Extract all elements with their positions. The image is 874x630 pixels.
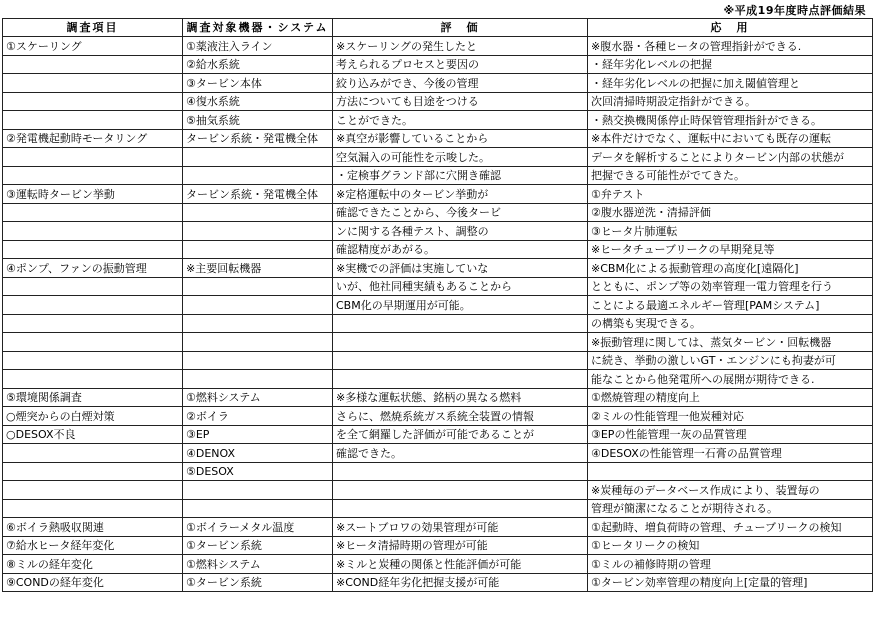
item-cell <box>3 463 183 481</box>
evaluation-cell: ンに関する各種テスト、調整の <box>333 222 588 241</box>
application-cell: ③ヒータ片肺運転 <box>588 222 873 241</box>
item-cell: ⑤環境関係調査 <box>3 389 183 407</box>
application-cell: ①タービン効率管理の精度向上[定量的管理] <box>588 574 873 592</box>
item-cell <box>3 204 183 222</box>
application-cell: 管理が簡潔になることが期待される。 <box>588 500 873 518</box>
target-cell <box>183 241 333 259</box>
evaluation-cell <box>333 463 588 481</box>
application-cell: に続き、挙動の激しいGT・エンジンにも拘妻が可 <box>588 352 873 370</box>
table-row <box>3 56 873 74</box>
application-cell: ③EPの性能管理一灰の品質管理 <box>588 426 873 444</box>
table-row <box>3 241 873 259</box>
target-cell <box>183 315 333 333</box>
target-cell: ②給水系統 <box>183 56 333 74</box>
evaluation-cell: いが、他社同種実績もあることから <box>333 278 588 296</box>
item-cell <box>3 278 183 296</box>
evaluation-cell: 確認精度があがる。 <box>333 241 588 259</box>
target-cell <box>183 148 333 167</box>
evaluation-date-note: ※平成19年度時点評価結果 <box>723 4 866 17</box>
table-row <box>3 222 873 241</box>
application-cell: ※炭種毎のデータベース作成により、装置毎の <box>588 481 873 500</box>
evaluation-cell: ※スケーリングの発生したと <box>333 37 588 56</box>
application-cell: とともに、ポンプ等の効率管理一電力管理を行う <box>588 278 873 296</box>
target-cell: ①薬液注入ライン <box>183 37 333 56</box>
table-row <box>3 370 873 389</box>
application-cell: ①燃焼管理の精度向上 <box>588 389 873 407</box>
application-cell: ・経年劣化レベルの把握 <box>588 56 873 74</box>
evaluation-cell <box>333 370 588 389</box>
table-row <box>3 352 873 370</box>
application-cell: ・経年劣化レベルの把握に加え閾値管理と <box>588 74 873 93</box>
header-target-system: 調査対象機器・システム <box>183 19 333 37</box>
application-cell: ①ミルの補修時期の管理 <box>588 555 873 574</box>
table-row <box>3 167 873 185</box>
table-row <box>3 296 873 315</box>
item-cell <box>3 500 183 518</box>
evaluation-cell <box>333 481 588 500</box>
table-row <box>3 389 873 407</box>
table-row <box>3 185 873 204</box>
item-cell: ①スケーリング <box>3 37 183 56</box>
target-cell: ①タービン系統 <box>183 574 333 592</box>
evaluation-cell <box>333 500 588 518</box>
target-cell: ①タービン系統 <box>183 537 333 555</box>
item-cell <box>3 333 183 352</box>
item-cell <box>3 296 183 315</box>
application-cell: ①起動時、増負荷時の管理、チューブリークの検知 <box>588 518 873 537</box>
table-row <box>3 204 873 222</box>
application-cell: 把握できる可能性がでてきた。 <box>588 167 873 185</box>
target-cell: タービン系統・発電機全体 <box>183 130 333 148</box>
table-row <box>3 130 873 148</box>
table-row <box>3 537 873 555</box>
table-row <box>3 407 873 426</box>
target-cell <box>183 204 333 222</box>
application-cell: ※振動管理に関しては、蒸気タービン・回転機器 <box>588 333 873 352</box>
item-cell <box>3 370 183 389</box>
application-cell <box>588 463 873 481</box>
application-cell: ④DESOXの性能管理一石膏の品質管理 <box>588 444 873 463</box>
table-row <box>3 555 873 574</box>
table-row <box>3 148 873 167</box>
item-cell <box>3 352 183 370</box>
header-investigation-item: 調査項目 <box>3 19 183 37</box>
target-cell: ①燃料システム <box>183 389 333 407</box>
evaluation-cell: 空気漏入の可能性を示唆した。 <box>333 148 588 167</box>
evaluation-cell <box>333 333 588 352</box>
evaluation-cell: ※定格運転中のタービン挙動が <box>333 185 588 204</box>
target-cell: ④復水系統 <box>183 93 333 111</box>
target-cell <box>183 296 333 315</box>
evaluation-cell: 確認できた。 <box>333 444 588 463</box>
table-row <box>3 518 873 537</box>
application-cell: ことによる最適エネルギー管理[PAMシステム] <box>588 296 873 315</box>
evaluation-cell: ・定検事グランド部に穴開き確認 <box>333 167 588 185</box>
item-cell: ②発電機起動時モータリング <box>3 130 183 148</box>
target-cell: ※主要回転機器 <box>183 259 333 278</box>
evaluation-cell: ※多様な運転状態、銘柄の異なる燃料 <box>333 389 588 407</box>
item-cell: ⑨CONDの経年変化 <box>3 574 183 592</box>
evaluation-cell: ※スートブロワの効果管理が可能 <box>333 518 588 537</box>
item-cell <box>3 222 183 241</box>
evaluation-cell: ※真空が影響していることから <box>333 130 588 148</box>
evaluation-cell: CBM化の早期運用が可能。 <box>333 296 588 315</box>
header-row <box>3 19 873 37</box>
item-cell <box>3 111 183 130</box>
item-cell <box>3 148 183 167</box>
evaluation-cell: を全て網羅した評価が可能であることが <box>333 426 588 444</box>
table-row <box>3 500 873 518</box>
item-cell <box>3 241 183 259</box>
target-cell <box>183 333 333 352</box>
evaluation-cell <box>333 352 588 370</box>
item-cell <box>3 315 183 333</box>
item-cell: ③運転時タービン挙動 <box>3 185 183 204</box>
item-cell: ⑧ミルの経年変化 <box>3 555 183 574</box>
table-row <box>3 574 873 592</box>
evaluation-cell <box>333 315 588 333</box>
table-body <box>3 37 873 592</box>
table-row <box>3 278 873 296</box>
application-cell: データを解析することによりタービン内部の状態が <box>588 148 873 167</box>
target-cell <box>183 370 333 389</box>
table-row <box>3 333 873 352</box>
item-cell <box>3 93 183 111</box>
evaluation-cell: ※ヒータ清掃時期の管理が可能 <box>333 537 588 555</box>
target-cell: ④DENOX <box>183 444 333 463</box>
item-cell <box>3 56 183 74</box>
application-cell: ②ミルの性能管理一他炭種対応 <box>588 407 873 426</box>
header-application: 応 用 <box>588 19 873 37</box>
target-cell: ②ボイラ <box>183 407 333 426</box>
item-cell: ○煙突からの白煙対策 <box>3 407 183 426</box>
application-cell: 次回清掃時期設定指針ができる。 <box>588 93 873 111</box>
target-cell: ③EP <box>183 426 333 444</box>
evaluation-cell: 方法についても目途をつける <box>333 93 588 111</box>
table-row <box>3 426 873 444</box>
evaluation-cell: ※実機での評価は実施していな <box>333 259 588 278</box>
investigation-results-table <box>2 18 873 592</box>
application-cell: ①ヒータリークの検知 <box>588 537 873 555</box>
table-row <box>3 463 873 481</box>
table-row <box>3 481 873 500</box>
evaluation-cell: 絞り込みができ、今後の管理 <box>333 74 588 93</box>
table-row <box>3 444 873 463</box>
application-cell: ※本件だけでなく、運転中においても既存の運転 <box>588 130 873 148</box>
target-cell: ⑤DESOX <box>183 463 333 481</box>
target-cell: タービン系統・発電機全体 <box>183 185 333 204</box>
target-cell: ①ボイラーメタル温度 <box>183 518 333 537</box>
target-cell: ③タービン本体 <box>183 74 333 93</box>
evaluation-cell: さらに、燃焼系統ガス系統全装置の情報 <box>333 407 588 426</box>
evaluation-cell: ※COND経年劣化把握支援が可能 <box>333 574 588 592</box>
table-row <box>3 315 873 333</box>
table-row <box>3 74 873 93</box>
application-cell: ・熱交換機関係停止時保管管理指針ができる。 <box>588 111 873 130</box>
item-cell: ⑦給水ヒータ経年変化 <box>3 537 183 555</box>
table-row <box>3 259 873 278</box>
target-cell <box>183 352 333 370</box>
application-cell: ②腹水器逆洗・清掃評価 <box>588 204 873 222</box>
item-cell <box>3 444 183 463</box>
target-cell <box>183 278 333 296</box>
evaluation-cell: ※ミルと炭種の関係と性能評価が可能 <box>333 555 588 574</box>
evaluation-cell: 考えられるプロセスと要因の <box>333 56 588 74</box>
item-cell: ○DESOX不良 <box>3 426 183 444</box>
evaluation-cell: ことができた。 <box>333 111 588 130</box>
target-cell <box>183 500 333 518</box>
table-row <box>3 93 873 111</box>
target-cell <box>183 481 333 500</box>
table-row <box>3 111 873 130</box>
target-cell <box>183 222 333 241</box>
item-cell <box>3 481 183 500</box>
application-cell: ※腹水器・各種ヒータの管理指針ができる. <box>588 37 873 56</box>
target-cell: ①燃料システム <box>183 555 333 574</box>
header-evaluation: 評 価 <box>333 19 588 37</box>
table-row <box>3 37 873 56</box>
target-cell: ⑤抽気系統 <box>183 111 333 130</box>
target-cell <box>183 167 333 185</box>
item-cell: ④ポンプ、ファンの振動管理 <box>3 259 183 278</box>
item-cell: ⑥ボイラ熱吸収関連 <box>3 518 183 537</box>
application-cell: ①弁テスト <box>588 185 873 204</box>
application-cell: 能なことから他発電所への展開が期待できる. <box>588 370 873 389</box>
application-cell: の構築も実現できる。 <box>588 315 873 333</box>
application-cell: ※CBM化による振動管理の高度化[遠隔化] <box>588 259 873 278</box>
item-cell <box>3 167 183 185</box>
evaluation-cell: 確認できたことから、今後タービ <box>333 204 588 222</box>
item-cell <box>3 74 183 93</box>
application-cell: ※ヒータチューブリークの早期発見等 <box>588 241 873 259</box>
